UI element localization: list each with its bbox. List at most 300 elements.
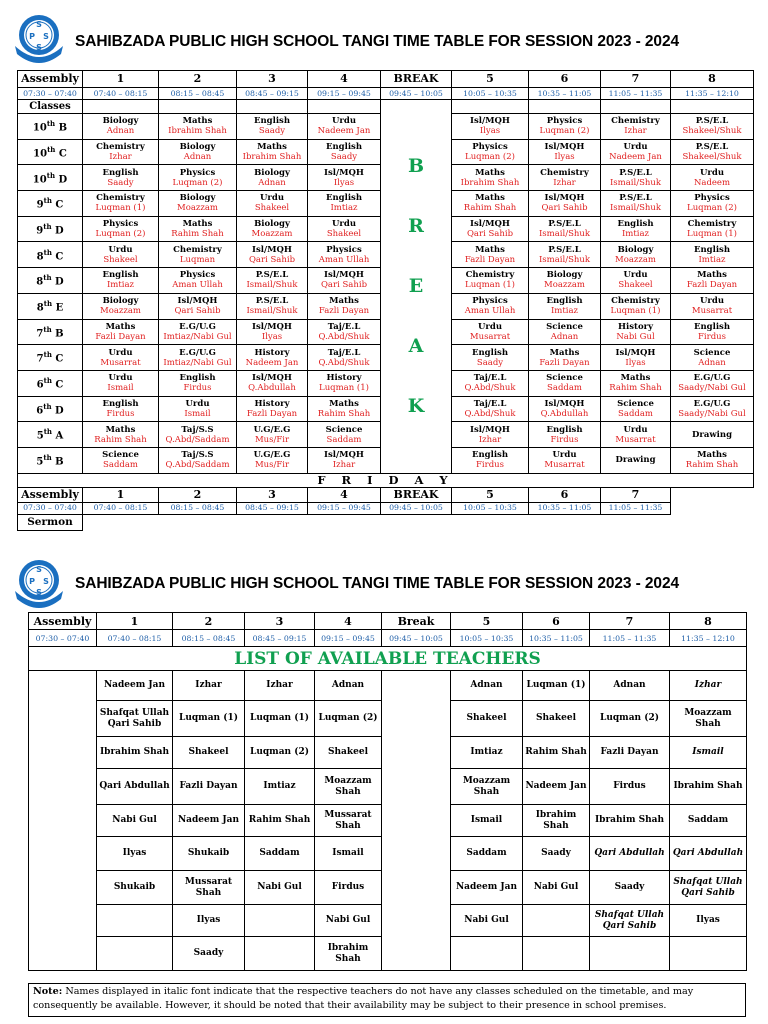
teacher: Mus/Fir: [254, 434, 290, 445]
friday-time-cell: 08:45 – 09:15: [237, 502, 308, 514]
time-cell: 08:15 – 08:45: [159, 88, 237, 100]
friday-header-cell: 5: [452, 487, 529, 502]
friday-header-cell: 4: [308, 487, 381, 502]
lesson-cell: [529, 114, 601, 140]
friday-header-cell: 7: [601, 487, 671, 502]
teacher: Rahim Shah: [317, 408, 371, 419]
teacher-name: Luqman (1): [245, 701, 315, 737]
teacher: Izhar: [624, 126, 647, 137]
header-cell: Assembly: [29, 613, 97, 630]
friday-time-cell: 08:15 – 08:45: [159, 502, 237, 514]
subject: Isl/MQH: [252, 321, 292, 332]
svg-text:P: P: [29, 577, 35, 586]
header-cell: 7: [590, 613, 670, 630]
empty-cell: [601, 100, 671, 114]
class-name: [18, 396, 83, 422]
header-cell: 3: [245, 613, 315, 630]
subject: Physics: [102, 219, 139, 230]
subject: Biology: [617, 244, 654, 255]
time-cell: 10:35 – 11:05: [529, 88, 601, 100]
time-cell: 08:45 – 09:15: [237, 88, 308, 100]
teacher: Firdus: [550, 434, 579, 445]
subject: Urdu: [108, 347, 133, 358]
subject: Biology: [102, 116, 139, 127]
subject: Isl/MQH: [470, 219, 510, 230]
header-cell: 6: [529, 71, 601, 88]
subject: Isl/MQH: [615, 347, 656, 358]
friday-time-row: [18, 502, 754, 514]
teacher: Q.Abd/Shuk: [318, 331, 370, 342]
teacher-name: Ilyas: [670, 905, 747, 937]
lesson-cell: [237, 191, 308, 217]
lesson-cell: [452, 447, 529, 473]
subject: Science: [325, 424, 363, 435]
break-letter: B: [407, 155, 425, 178]
lesson-cell: [159, 293, 237, 319]
lesson-cell: [601, 139, 671, 165]
subject: Physics: [326, 244, 362, 255]
teacher: Izhar: [553, 177, 576, 188]
subject: Urdu: [477, 321, 502, 332]
lesson-cell: [671, 293, 754, 319]
teacher-name: Nabi Gul: [315, 905, 382, 937]
teacher: Q.Abd/Saddam: [165, 460, 230, 471]
header-cell: 2: [159, 71, 237, 88]
subject: English: [253, 116, 291, 127]
teacher: Adnan: [550, 331, 579, 342]
lesson-cell: [452, 319, 529, 345]
lesson-cell: [529, 191, 601, 217]
subject: English: [102, 398, 139, 409]
teacher: Izhar: [478, 434, 502, 445]
teacher: Firdus: [476, 460, 504, 471]
list-title: LIST OF AVAILABLE TEACHERS: [29, 647, 747, 671]
teacher-name: Saddam: [670, 805, 747, 837]
teacher: Saddam: [326, 434, 362, 445]
subject: U.G/E.G: [253, 424, 291, 435]
subject: Chemistry: [96, 142, 145, 153]
class-name: [18, 293, 83, 319]
time-row: [18, 88, 754, 100]
teacher: Fazli Dayan: [686, 280, 738, 291]
lesson-cell: [159, 396, 237, 422]
lesson-cell: [308, 345, 381, 371]
lesson-cell: [237, 165, 308, 191]
subject: Urdu: [185, 398, 210, 409]
friday-header-cell: Assembly: [18, 487, 83, 502]
subject: Physics: [472, 296, 508, 307]
teacher: Saady/Nabi Gul: [678, 383, 746, 394]
teacher-name: Shukaib: [173, 837, 245, 871]
page-title: SAHIBZADA PUBLIC HIGH SCHOOL TANGI TIME TABLE FOR SESSION 2023 - 2024: [75, 33, 679, 50]
header-cell: 1: [83, 71, 159, 88]
lesson-cell: [529, 447, 601, 473]
svg-text:S: S: [36, 43, 42, 52]
teacher: Q.Abd/Shuk: [464, 408, 516, 419]
subject: Urdu: [552, 450, 577, 461]
empty-cell: [308, 514, 381, 530]
class-number: 9: [36, 199, 44, 211]
class-name: [18, 345, 83, 371]
subject: English: [471, 450, 509, 461]
lesson-cell: [601, 242, 671, 268]
class-name: [18, 447, 83, 473]
lesson-cell: [159, 165, 237, 191]
lesson-cell: [308, 191, 381, 217]
subject: History: [254, 398, 290, 409]
subject: Isl/MQH: [544, 398, 585, 409]
friday-time-cell: 10:35 – 11:05: [529, 502, 601, 514]
lesson-cell: [237, 319, 308, 345]
subject: Urdu: [699, 167, 724, 178]
class-number: 7: [36, 353, 44, 365]
lesson-cell: [159, 191, 237, 217]
teacher: Musarrat: [544, 460, 585, 471]
subject: P.S/E.L: [255, 270, 289, 281]
teacher: Luqman (1): [95, 203, 146, 214]
subject: English: [693, 244, 731, 255]
subject: P.S/E.L: [695, 142, 729, 153]
lesson-cell: [671, 370, 754, 396]
lesson-cell: [159, 268, 237, 294]
empty-cell: [381, 514, 452, 530]
header-cell: Assembly: [18, 71, 83, 88]
subject: Taj/E.L: [327, 321, 361, 332]
teacher-name: Saddam: [451, 837, 523, 871]
teacher: Luqman (2): [465, 152, 515, 163]
teacher-name: Luqman (1): [173, 701, 245, 737]
teacher-name: Moazzam Shah: [670, 701, 747, 737]
teacher-name: Shakeel: [451, 701, 523, 737]
page-title-2: SAHIBZADA PUBLIC HIGH SCHOOL TANGI TIME TABLE FOR SESSION 2023 - 2024: [75, 575, 679, 592]
lesson-cell: [308, 319, 381, 345]
sermon-row: [18, 514, 754, 530]
lesson-cell: [529, 242, 601, 268]
teacher-name: Izhar: [670, 671, 747, 701]
teacher: Ismail/Shuk: [609, 203, 662, 214]
teacher: Shakeel/Shuk: [682, 152, 742, 163]
subject: Isl/MQH: [544, 142, 585, 153]
teacher: Musarrat: [469, 331, 511, 342]
teacher-name: Ibrahim Shah: [523, 805, 590, 837]
teacher-name: Mussarat Shah: [315, 805, 382, 837]
lesson-cell: [159, 216, 237, 242]
lesson-cell: [671, 216, 754, 242]
teacher: Fazli Dayan: [95, 331, 146, 342]
teacher: Saady: [330, 152, 358, 163]
subject: English: [546, 424, 583, 435]
teacher: Mus/Fir: [254, 460, 290, 471]
subject: Science: [546, 373, 583, 384]
teacher: Fazli Dayan: [464, 254, 516, 265]
lesson-cell: [83, 191, 159, 217]
teacher-name: Nabi Gul: [245, 871, 315, 905]
teacher: Ismail/Shuk: [246, 280, 298, 291]
lesson-cell: [308, 447, 381, 473]
subject: Maths: [182, 219, 213, 230]
school-logo-icon: [11, 10, 67, 66]
teacher: Saady/Nabi Gul: [678, 408, 746, 419]
subject: Maths: [475, 167, 505, 178]
class-name: [18, 319, 83, 345]
subject: Maths: [105, 424, 136, 435]
teacher-name: Ibrahim Shah: [590, 805, 670, 837]
subject: English: [693, 321, 731, 332]
header-cell: 2: [173, 613, 245, 630]
teacher-name: Saady: [523, 837, 590, 871]
teacher: Ilyas: [261, 331, 283, 342]
subject: Maths: [620, 373, 651, 384]
subject: P.S/E.L: [619, 193, 652, 204]
subject: Urdu: [623, 270, 648, 281]
teacher: Imtiaz/Nabi Gul: [163, 357, 232, 368]
teacher-name: Saady: [173, 937, 245, 971]
lesson-cell: [601, 319, 671, 345]
lesson-cell: [529, 396, 601, 422]
teacher: Ibrahim Shah: [460, 177, 520, 188]
empty-cell: [529, 100, 601, 114]
teacher: Rahim Shah: [463, 203, 517, 214]
subject: Urdu: [108, 373, 133, 384]
empty-cell: [237, 100, 308, 114]
subject: Isl/MQH: [252, 244, 292, 255]
subject: Science: [617, 398, 654, 409]
empty-cell: [590, 937, 670, 971]
teacher-name: Saddam: [245, 837, 315, 871]
teacher: Ibrahim Shah: [242, 152, 302, 163]
class-number: 6: [36, 379, 44, 391]
lesson-cell: [159, 345, 237, 371]
teacher: Saddam: [547, 383, 582, 394]
subject: Physics: [179, 270, 216, 281]
empty-cell: [97, 905, 173, 937]
subject: E.G/U.G: [179, 321, 216, 332]
teacher: Fazli Dayan: [318, 306, 370, 317]
header-cell: BREAK: [381, 71, 452, 88]
subject: Chemistry: [611, 296, 660, 307]
teacher-name: Nabi Gul: [523, 871, 590, 905]
lesson-cell: [671, 242, 754, 268]
subject: E.G/U.G: [179, 347, 216, 358]
lesson-cell: [529, 319, 601, 345]
time-cell: 08:15 – 08:45: [173, 630, 245, 647]
subject: History: [617, 321, 654, 332]
friday-header-row: [18, 487, 754, 502]
subject: Chemistry: [611, 116, 660, 127]
subject: Urdu: [108, 244, 133, 255]
class-name: [18, 216, 83, 242]
subject: E.G/U.G: [693, 398, 731, 409]
subject: English: [546, 296, 583, 307]
class-ordinal: th: [43, 401, 52, 411]
teacher-name: Shakeel: [315, 737, 382, 769]
subject: Physics: [472, 142, 508, 153]
teacher-name: Luqman (1): [523, 671, 590, 701]
teacher: Musarrat: [615, 434, 656, 445]
teacher: Moazzam: [615, 254, 656, 265]
class-section: B: [58, 122, 68, 134]
subject: English: [325, 142, 363, 153]
class-name: [18, 268, 83, 294]
teacher: Fazli Dayan: [246, 408, 298, 419]
subject: English: [471, 347, 509, 358]
teacher: Imtiaz/Nabi Gul: [163, 331, 232, 342]
subject: Chemistry: [540, 167, 589, 178]
teacher-name: Shafqat Ullah Qari Sahib: [670, 871, 747, 905]
class-number: 6: [36, 405, 44, 417]
class-number: 5: [36, 430, 44, 442]
list-title-row: [29, 647, 747, 671]
class-section: C: [55, 379, 64, 391]
teacher-name: Adnan: [451, 671, 523, 701]
teacher: Ismail: [184, 408, 211, 419]
subject: Maths: [182, 116, 213, 127]
teacher-name: Luqman (2): [245, 737, 315, 769]
subject: Biology: [179, 193, 216, 204]
lesson-cell: [308, 216, 381, 242]
class-name: [18, 114, 83, 140]
class-section: E: [55, 302, 64, 314]
teacher: Imtiaz: [698, 254, 726, 265]
teacher-name: Izhar: [245, 671, 315, 701]
teacher-name: Luqman (2): [590, 701, 670, 737]
class-ordinal: th: [43, 427, 53, 437]
time-cell: 07:30 – 07:40: [29, 630, 97, 647]
lesson-cell: [452, 191, 529, 217]
lesson-cell: [452, 370, 529, 396]
teacher-name: Rahim Shah: [523, 737, 590, 769]
teacher-name: Ismail: [670, 737, 747, 769]
header-cell: 8: [670, 613, 747, 630]
teacher: Luqman (1): [465, 280, 515, 291]
teacher: Ismail: [107, 383, 134, 394]
friday-time-cell: 07:30 – 07:40: [18, 502, 83, 514]
teacher: Imtiaz: [330, 203, 358, 214]
teacher: Nadeem Jan: [245, 357, 299, 368]
lesson-cell: [83, 447, 159, 473]
friday-time-cell: 07:40 – 08:15: [83, 502, 159, 514]
class-number: 10: [32, 173, 47, 185]
lesson-cell: [237, 139, 308, 165]
subject: Biology: [546, 270, 583, 281]
lesson-cell: [237, 293, 308, 319]
teacher-name: Ibrahim Shah: [670, 769, 747, 805]
lesson-cell: [452, 396, 529, 422]
subject: Maths: [105, 321, 136, 332]
lesson-cell: [308, 268, 381, 294]
subject: Drawing: [615, 455, 656, 466]
subject: English: [102, 167, 139, 178]
header-top: [0, 8, 768, 68]
friday-time-cell: 09:45 – 10:05: [381, 502, 452, 514]
lesson-cell: [83, 293, 159, 319]
teacher-name: Shafqat Ullah Qari Sahib: [97, 701, 173, 737]
teacher: Moazzam: [544, 280, 585, 291]
subject: Chemistry: [173, 244, 222, 255]
subject: P.S/E.L: [695, 116, 729, 127]
time-cell: 11:05 – 11:35: [601, 88, 671, 100]
subject: English: [325, 193, 363, 204]
friday-header-cell: 2: [159, 487, 237, 502]
empty-cell: [671, 502, 754, 514]
note-text: Names displayed in italic font indicate that the respective teachers do not have any classes scheduled on the timetable, and may consequently be available. However, it should be noted that their availability may be subject to their presence in school premises.: [33, 986, 694, 1011]
class-name: [18, 139, 83, 165]
teacher: Rahim Shah: [609, 383, 662, 394]
lesson-cell: [671, 447, 754, 473]
subject: History: [254, 347, 290, 358]
class-number: 8: [36, 302, 44, 314]
friday-time-cell: 11:05 – 11:35: [601, 502, 671, 514]
subject: E.G/U.G: [693, 373, 731, 384]
class-number: 8: [36, 250, 44, 262]
subject: Isl/MQH: [324, 270, 364, 281]
empty-cell: [529, 514, 601, 530]
empty-cell: [452, 100, 529, 114]
time-cell: 09:45 – 10:05: [382, 630, 451, 647]
teacher: Moazzam: [100, 306, 141, 317]
teacher: Rahim Shah: [94, 434, 147, 445]
note-label: Note:: [33, 986, 63, 997]
break-empty: [382, 671, 451, 971]
subject: Maths: [697, 270, 727, 281]
lesson-cell: [601, 447, 671, 473]
break-letter: E: [408, 275, 424, 298]
lesson-cell: [308, 139, 381, 165]
lesson-cell: [671, 319, 754, 345]
teacher: Fazli Dayan: [539, 357, 590, 368]
class-ordinal: th: [43, 298, 53, 308]
teacher-name: Ibrahim Shah: [315, 937, 382, 971]
lesson-cell: [159, 319, 237, 345]
time-row-2: [29, 630, 747, 647]
subject: Urdu: [331, 219, 356, 230]
teacher-name: Fazli Dayan: [590, 737, 670, 769]
teacher-name: Nabi Gul: [97, 805, 173, 837]
class-section: C: [55, 199, 64, 211]
sermon-cell: Sermon: [18, 514, 83, 530]
teacher: Firdus: [183, 383, 212, 394]
teacher: Luqman (2): [172, 177, 223, 188]
lesson-cell: [237, 345, 308, 371]
teacher-name: Qari Abdullah: [670, 837, 747, 871]
teacher: Shakeel: [103, 254, 138, 265]
class-name: [18, 370, 83, 396]
lesson-cell: [308, 165, 381, 191]
header-cell: 3: [237, 71, 308, 88]
lesson-cell: [671, 345, 754, 371]
time-cell: 11:05 – 11:35: [590, 630, 670, 647]
svg-text:S: S: [43, 32, 49, 41]
lesson-cell: [452, 268, 529, 294]
lesson-cell: [452, 139, 529, 165]
subject: Isl/MQH: [544, 193, 585, 204]
teacher: Imtiaz: [106, 280, 135, 291]
teacher: Firdus: [106, 408, 135, 419]
empty-cell: [670, 937, 747, 971]
teacher: Shakeel/Shuk: [682, 126, 742, 137]
time-cell: 07:40 – 08:15: [97, 630, 173, 647]
lesson-cell: [159, 114, 237, 140]
subject: P.S/E.L: [255, 296, 289, 307]
subject: Maths: [257, 142, 287, 153]
teacher-name: Ismail: [451, 805, 523, 837]
teacher: Qari Sahib: [248, 254, 296, 265]
class-ordinal: th: [43, 350, 52, 360]
subject: Physics: [179, 167, 216, 178]
empty-cell: [671, 100, 754, 114]
lesson-cell: [601, 370, 671, 396]
teacher-name: Nadeem Jan: [173, 805, 245, 837]
